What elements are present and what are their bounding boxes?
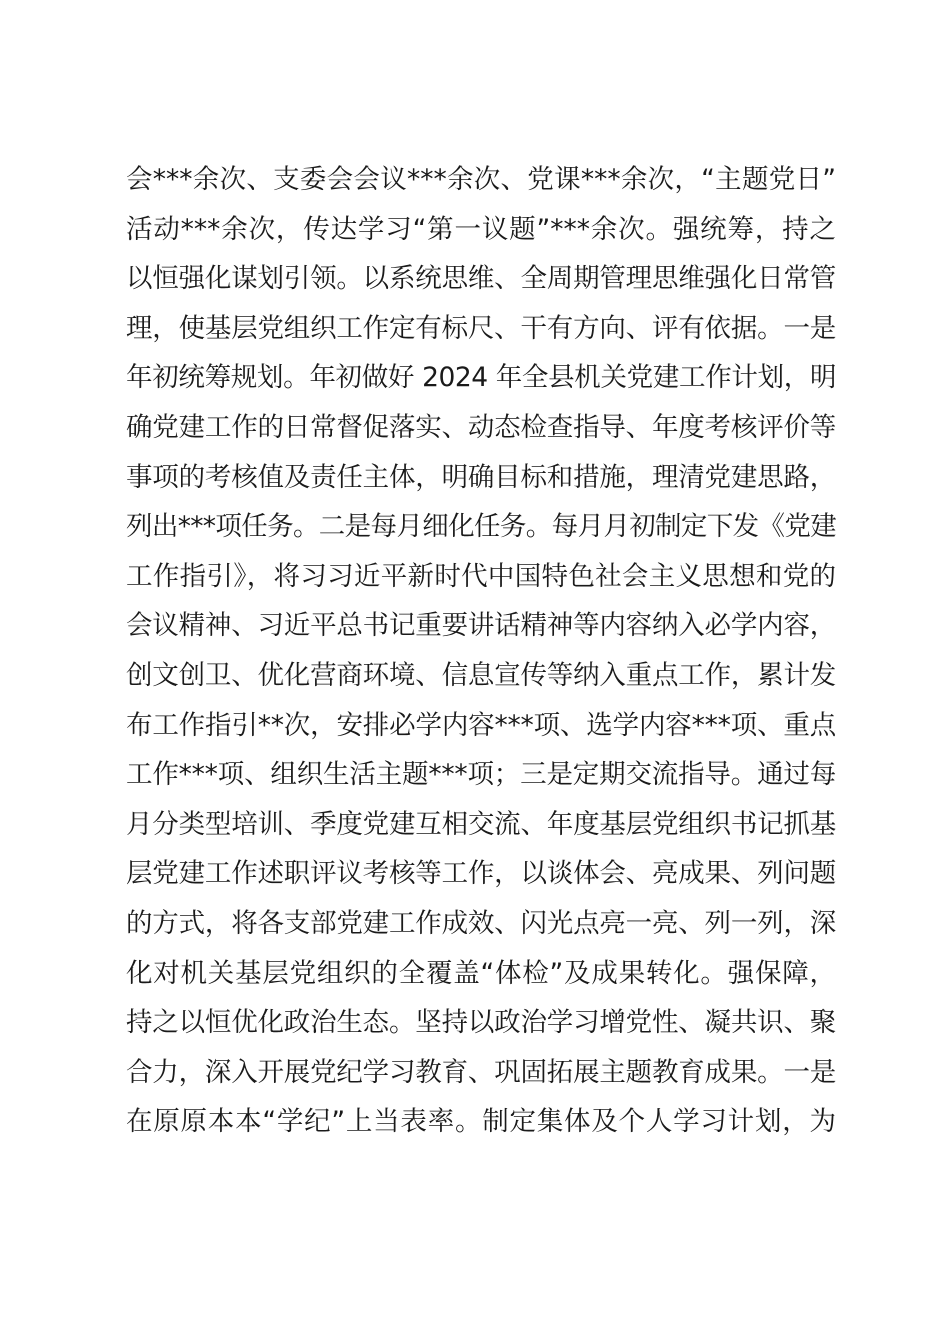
text-line: 合力，深入开展党纪学习教育、巩固拓展主题教育成果。一是 [126,1056,836,1088]
text-line: 月分类型培训、季度党建互相交流、年度基层党组织书记抓基 [126,808,836,840]
text-line: 会***余次、支委会会议***余次、党课***余次，“主题党日” [126,164,836,195]
text-line: 会议精神、习近平总书记重要讲话精神等内容纳入必学内容， [126,610,836,642]
text-line: 活动***余次，传达学习“第一议题”***余次。强统筹，持之 [126,213,836,245]
text-line: 工作指引》，将习习近平新时代中国特色社会主义思想和党的 [126,560,836,592]
text-line: 以恒强化谋划引领。以系统思维、全周期管理思维强化日常管 [126,263,836,295]
text-line: 确党建工作的日常督促落实、动态检查指导、年度考核评价等 [126,411,836,443]
text-line: 事项的考核值及责任主体，明确目标和措施，理清党建思路， [126,461,836,493]
text-line: 列出***项任务。二是每月细化任务。每月月初制定下发《党建 [126,511,836,543]
text-line: 理，使基层党组织工作定有标尺、干有方向、评有依据。一是 [126,312,836,344]
text-line: 年初统筹规划。年初做好 2024 年全县机关党建工作计划，明 [126,362,836,394]
text-line: 化对机关基层党组织的全覆盖“体检”及成果转化。强保障， [126,957,836,989]
text-line: 工作***项、组织生活主题***项；三是定期交流指导。通过每 [126,759,836,791]
text-line: 在原原本本“学纪”上当表率。制定集体及个人学习计划，为 [126,1106,836,1138]
text-line: 的方式，将各支部党建工作成效、闪光点亮一亮、列一列，深 [126,907,836,939]
text-line: 布工作指引**次，安排必学内容***项、选学内容***项、重点 [126,709,836,741]
body-paragraph [126,155,836,1147]
text-line: 层党建工作述职评议考核等工作，以谈体会、亮成果、列问题 [126,858,836,890]
text-line: 持之以恒优化政治生态。坚持以政治学习增党性、凝共识、聚 [126,1007,836,1039]
text-line: 创文创卫、优化营商环境、信息宣传等纳入重点工作，累计发 [126,659,836,691]
